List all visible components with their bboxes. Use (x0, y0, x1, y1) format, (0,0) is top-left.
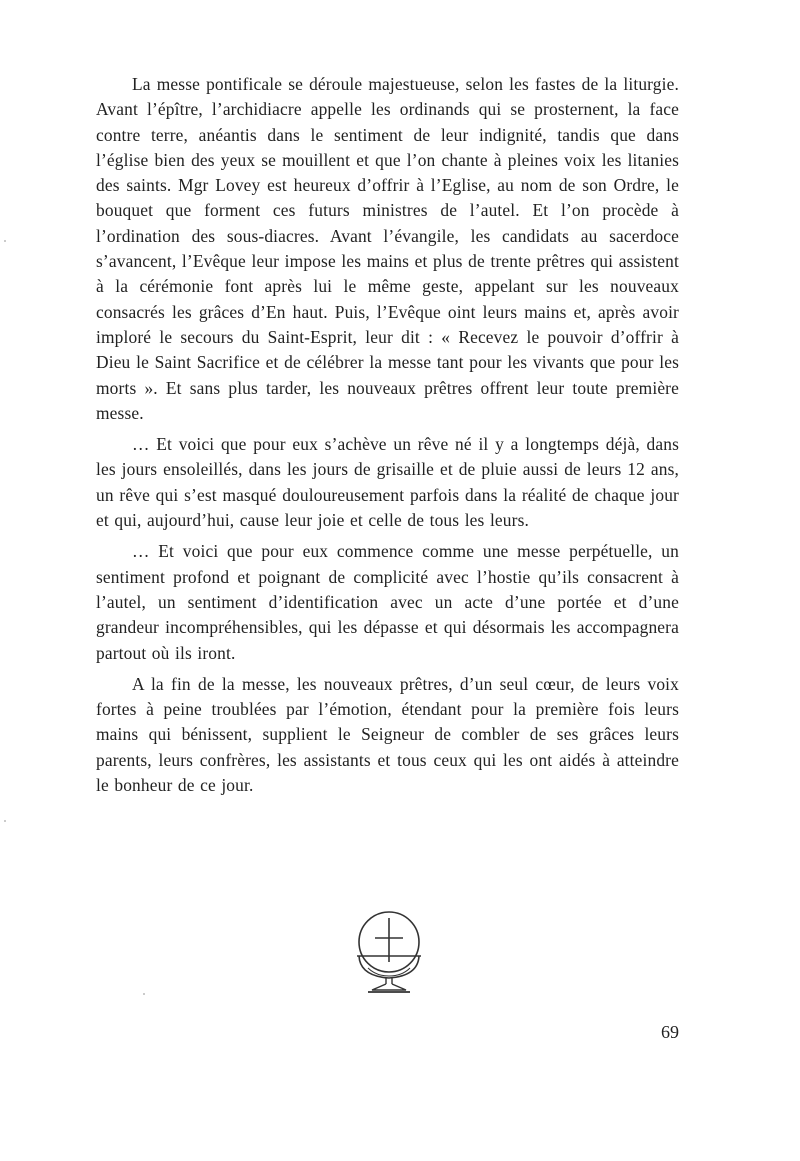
paragraph-2: … Et voici que pour eux s’achève un rêve né il y a longtemps déjà, dans les jours ensoleillés, dans les jours de grisaille et de pluie aussi de leurs 12 ans, un rêve qui s’est masqué douloureusement parfois dans la réalité de chaque jour et qui, aujourd’hui, cause leur joie et celle de tous les leurs. (96, 434, 679, 531)
body-text (96, 72, 679, 804)
paragraph-1: La messe pontificale se déroule majestueuse, selon les fastes de la liturgie. Avant l’épître, l’archidiacre appelle les ordinands qui se prosternent, la face contre terre, anéantis dans le sentiment de leur indignité, tandis que dans l’église bien des yeux se mouillent et que l’on chante à pleines voix les litanies des saints. Mgr Lovey est heureux d’offrir à l’Eglise, au nom de son Ordre, le bouquet que forment ces futurs ministres de l’autel. Et l’on procède à l’ordination des sous-diacres. Avant l’évangile, les candidats au sacerdoce s’avancent, l’Evêque leur impose les mains et plus de trente prêtres qui assistent à la cérémonie font après lui le même geste, appelant sur les nouveaux consacrés les grâces d’En haut. Puis, l’Evêque oint leurs mains et, après avoir imploré le secours du Saint-Esprit, leur dit : « Recevez le pouvoir d’offrir à Dieu le Saint Sacrifice et de célébrer la messe tant pour les vivants que pour les morts ». Et sans plus tarder, les nouveaux prêtres offrent leur toute première messe. (96, 74, 679, 423)
page-number: 69 (661, 1022, 679, 1042)
paper-speck (4, 240, 6, 242)
chalice-host-cross-icon (354, 910, 424, 994)
paper-speck (4, 820, 6, 822)
paragraph-3: … Et voici que pour eux commence comme une messe perpétuelle, un sentiment profond et poignant de complicité avec l’hostie qu’ils consacrent à l’autel, un sentiment d’identification avec un acte d’une portée et d’une grandeur incompréhensibles, qui les dépasse et qui désormais les accompagnera partout où ils iront. (96, 541, 679, 663)
paragraph-4: A la fin de la messe, les nouveaux prêtres, d’un seul cœur, de leurs voix fortes à peine troublées par l’émotion, étendant pour la première fois leurs mains qui bénissent, supplient le Seigneur de combler de ses grâces leurs parents, leurs confrères, les assistants et tous ceux qui les ont aidés à atteindre le bonheur de ce jour. (96, 673, 679, 796)
paper-speck (143, 993, 145, 995)
